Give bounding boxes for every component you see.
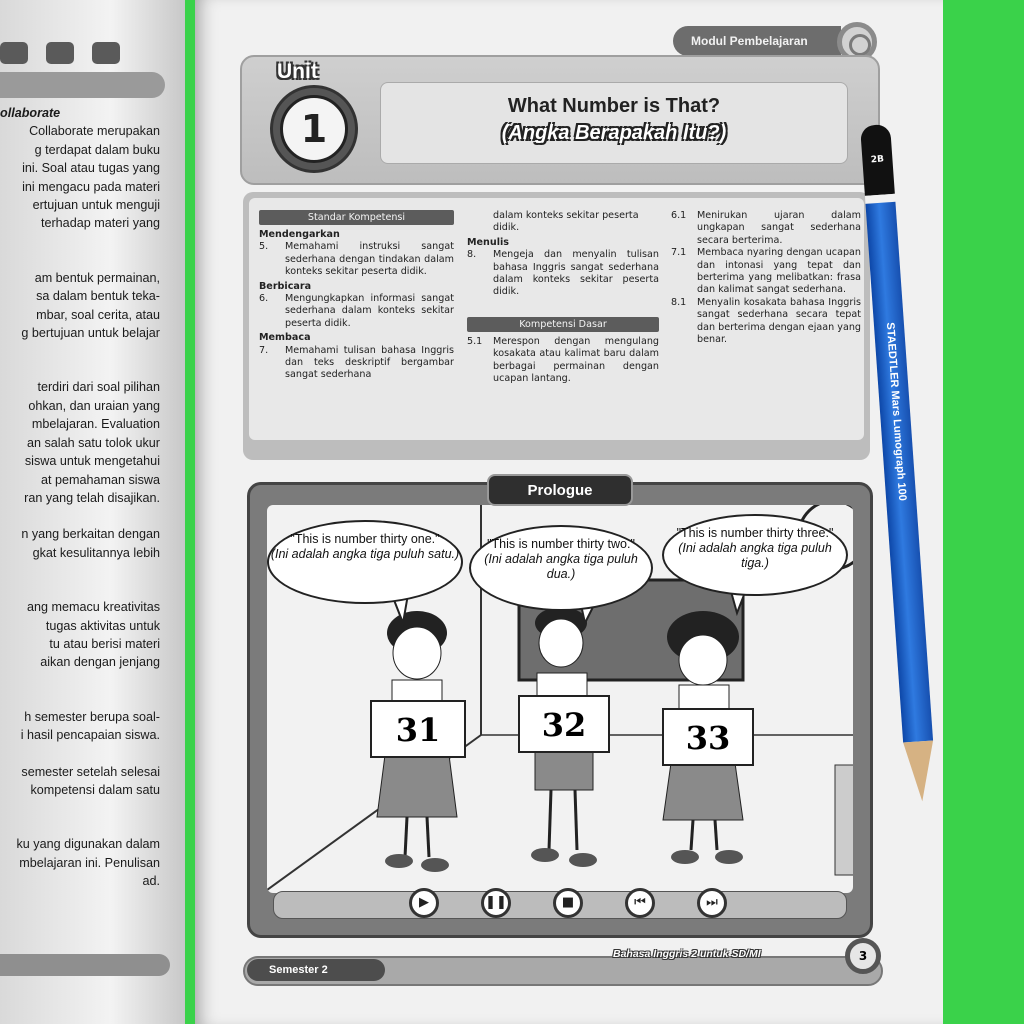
left-page-line: terhadap materi yang — [40, 216, 160, 231]
tab-marker — [46, 42, 74, 64]
semester-label: Semester 2 — [247, 959, 385, 981]
competency-item: 6.1 Menirukan ujaran dalam ungkapan sangat sederhana secara berterima. — [671, 210, 861, 246]
number-sign-32: 32 — [518, 695, 610, 753]
left-page-line: g bertujuan untuk belajar — [21, 326, 160, 341]
left-page-line — [0, 690, 160, 708]
speech-bubble-3: "This is number thirty three." (Ini adalah angka tiga puluh tiga.) — [662, 514, 848, 596]
competency-item: 8.1 Menyalin kosakata bahasa Inggris sangat sederhana secara tepat dan berterima dengan ejaan yang benar. — [671, 296, 861, 346]
left-page-line: i hasil pencapaian siswa. — [20, 728, 160, 743]
left-page-line: ertujuan untuk menguji — [32, 198, 160, 213]
listening-heading: Mendengarkan — [259, 229, 340, 240]
prologue-title: Prologue — [487, 474, 633, 506]
tab-marker — [92, 42, 120, 64]
left-page — [0, 0, 185, 1024]
left-page-line: mbelajaran ini. Penulisan — [19, 855, 160, 870]
left-page-line: semester setelah selesai — [21, 764, 160, 779]
left-page-line — [0, 507, 160, 525]
left-page-line — [0, 580, 160, 598]
left-page-line: am bentuk permainan, — [34, 270, 160, 285]
left-page-line: ini mengacu pada materi — [22, 179, 160, 194]
left-page-line: an salah satu tolok ukur — [26, 435, 160, 450]
left-page-line — [0, 745, 160, 763]
competency-item: 5. Memahami instruksi sangat sederhana dengan tindakan dalam konteks sekitar peserta didik. — [259, 241, 454, 278]
competency-content — [249, 198, 864, 440]
left-page-line: at pemahaman siswa — [40, 472, 160, 487]
standard-competency-heading: Standar Kompetensi — [259, 210, 454, 225]
left-page-line: sa dalam bentuk teka- — [36, 289, 160, 304]
writing-heading: Menulis — [467, 236, 510, 248]
competency-item: 5.1 Merespon dengan mengulang kosakata atau kalimat baru dalam berbagai permainan dengan ucapan lantang. — [467, 335, 659, 385]
left-page-line: mbar, soal cerita, atau — [36, 307, 160, 322]
left-page-line: tugas aktivitas untuk — [45, 618, 160, 633]
speaking-heading: Berbicara — [259, 280, 312, 292]
left-page-text — [0, 104, 160, 891]
tab-marker — [0, 42, 28, 64]
skip-back-icon[interactable]: ⏮ — [625, 888, 655, 918]
left-page-line: Collaborate merupakan — [29, 124, 160, 139]
basic-competency-heading: Kompetensi Dasar — [467, 317, 659, 332]
left-page-line: aikan dengan jenjang — [40, 655, 160, 670]
left-page-line — [0, 360, 160, 378]
unit-badge — [270, 85, 358, 173]
book-title: Bahasa Inggris 2 untuk SD/MI — [613, 948, 761, 960]
left-page-line: terdiri dari soal pilihan — [37, 380, 160, 395]
skip-forward-icon[interactable]: ⏭ — [697, 888, 727, 918]
left-page-line — [0, 562, 160, 580]
module-label: Modul Pembelajaran — [673, 26, 841, 56]
title-box — [380, 82, 848, 164]
left-page-line — [0, 672, 160, 690]
left-page-line — [0, 251, 160, 269]
left-page-line: ohkan, dan uraian yang — [28, 398, 160, 413]
competency-item: 6. Mengungkapkan informasi sangat sederhana dalam konteks sekitar peserta didik. — [259, 293, 454, 329]
left-page-line: ini. Soal atau tugas yang — [22, 161, 160, 176]
left-page-line: kompetensi dalam satu — [30, 782, 160, 797]
pause-icon[interactable]: ❚❚ — [481, 888, 511, 918]
page-tabs — [0, 42, 120, 64]
left-footer-band — [0, 954, 170, 976]
left-page-line: ad. — [142, 874, 160, 889]
left-page-line: tu atau berisi materi — [49, 636, 160, 651]
left-page-line — [0, 342, 160, 360]
left-page-line: g terdapat dalam buku — [34, 142, 160, 157]
pencil-brand: STAEDTLER Mars Lumograph 100 — [883, 322, 909, 502]
left-page-line: ku yang digunakan dalam — [16, 837, 160, 852]
number-sign-33: 33 — [662, 708, 754, 766]
unit-title-indonesian: (Angka Berapakah Itu?) — [501, 122, 727, 144]
left-page-line: h semester berupa soal- — [24, 709, 160, 724]
left-header-band — [0, 72, 165, 98]
right-page — [195, 0, 943, 1024]
speech-bubble-1: "This is number thirty one." (Ini adalah angka tiga puluh satu.) — [267, 520, 463, 604]
stop-icon[interactable]: ■ — [553, 888, 583, 918]
competency-item: 7. Memahami tulisan bahasa Inggris dan teks deskriptif bergambar sangat sederhana — [259, 344, 454, 381]
play-icon[interactable]: ▶ — [409, 888, 439, 918]
left-page-line — [0, 817, 160, 835]
unit-label: Unit — [277, 60, 318, 83]
page-number: 3 — [845, 938, 881, 974]
competency-column-2 — [467, 210, 659, 385]
pencil-grade: 2B — [870, 154, 885, 166]
reading-heading: Membaca — [259, 332, 311, 344]
competency-column-1 — [259, 210, 454, 382]
unit-number: 1 — [280, 95, 348, 163]
competency-column-3 — [671, 210, 861, 346]
left-page-line — [0, 799, 160, 817]
pencil-tip — [903, 740, 937, 802]
left-page-line: ollaborate — [0, 106, 61, 120]
competency-item-continued: dalam konteks sekitar peserta didik. — [493, 210, 639, 234]
left-page-line: gkat kesulitannya lebih — [32, 545, 160, 560]
competency-box — [243, 192, 870, 460]
left-page-line: ran yang telah disajikan. — [24, 490, 160, 505]
unit-title-english: What Number is That? — [507, 95, 721, 117]
speech-bubble-2: "This is number thirty two." (Ini adalah angka tiga puluh dua.) — [469, 525, 653, 611]
number-sign-31: 31 — [370, 700, 466, 758]
left-page-line: siswa untuk mengetahui — [24, 454, 160, 469]
left-page-line — [0, 233, 160, 251]
left-page-line: mbelajaran. Evaluation — [31, 417, 160, 432]
left-page-line: ang memacu kreativitas — [27, 600, 160, 615]
left-page-line: n yang berkaitan dengan — [21, 527, 160, 542]
competency-item: 7.1 Membaca nyaring dengan ucapan dan intonasi yang tepat dan berterima yang melibatkan: frasa dan kalimat sangat sederhana. — [671, 247, 861, 296]
competency-item: 8. Mengeja dan menyalin tulisan bahasa Inggris sangat sederhana dalam konteks sekitar peserta didik. — [467, 249, 659, 298]
